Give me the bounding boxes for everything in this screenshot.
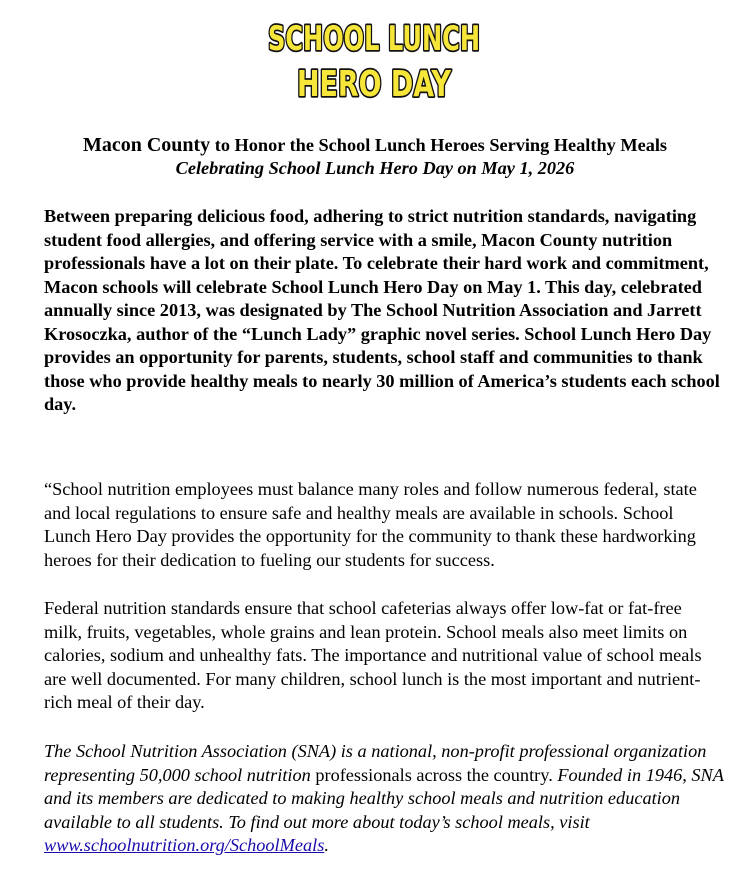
headline-county: Macon County	[82, 134, 211, 156]
logo-line-2: HERO DAY	[297, 64, 452, 105]
sna-text-3: Founded in 1946, SNA and its members are dedicated to making healthy school meals and nutrition education available to all students. To find out more about today’s school meals, visit	[44, 764, 724, 832]
logo-graphic	[258, 8, 490, 108]
federal-standards-paragraph: Federal nutrition standards ensure that school cafeterias always offer low-fat or fat-free milk, fruits, vegetables, whole grains and lean protein. School meals also meet limits on calories, sodium and unhealthy fats. The importance and nutritional value of school meals are well documented. For many children, school lunch is the most important and nutrient-rich meal of their day.	[44, 598, 702, 712]
headline-rest: to Honor the School Lunch Heroes Serving Healthy Meals	[210, 135, 668, 155]
intro-paragraph: Between preparing delicious food, adhering to strict nutrition standards, navigating student food allergies, and offering service with a smile, Macon County nutrition professionals have a lot on their plate. To celebrate their hard work and commitment, Macon schools will celebrate School Lunch Hero Day on May 1. This day, celebrated annually since 2013, was designated by The School Nutrition Association and Jarrett Krosoczka, author of the “Lunch Lady” graphic novel series. School Lunch Hero Day provides an opportunity for parents, students, school staff and communities to thank those who provide healthy meals to nearly 30 million of America’s students each school day.	[44, 206, 720, 414]
school-meals-link[interactable]: www.schoolnutrition.org/SchoolMeals	[44, 835, 325, 855]
sna-paragraph	[44, 740, 724, 858]
subheadline: Celebrating School Lunch Hero Day on May 1, 2026	[175, 158, 575, 178]
sna-text-1: The School Nutrition Association (SNA) is a national, non-profit professional organization representing 50,000 school nutrition	[44, 741, 707, 785]
sna-text-4: .	[324, 835, 329, 855]
logo-line-1: SCHOOL LUNCH	[268, 19, 480, 59]
school-lunch-hero-day-logo	[258, 8, 490, 108]
headline	[0, 133, 750, 157]
quote-paragraph: “School nutrition employees must balance many roles and follow numerous federal, state and local regulations to ensure safe and healthy meals are available in schools. School Lunch Hero Day provides the opportunity for the community to thank these hardworking heroes for their dedication to fueling our students for success.	[44, 479, 697, 570]
sna-text-2: professionals across the country.	[310, 764, 558, 785]
